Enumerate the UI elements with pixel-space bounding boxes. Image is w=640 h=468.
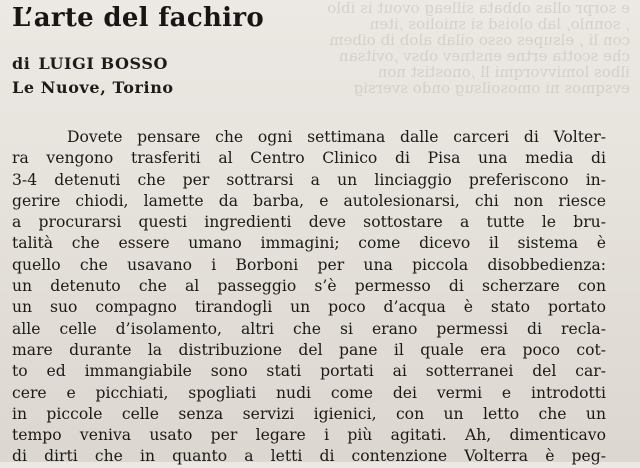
body-line: cere e picchiati, spogliati nudi come dei vermi e introdotti xyxy=(12,383,606,402)
body-line: quello che usavano i Borboni per una piccola disobbedienza: xyxy=(12,255,606,274)
body-line: Dovete pensare che ogni settimana dalle carceri di Volter- xyxy=(67,128,606,146)
body-line: tempo veniva usato per legare i più agitati. Ah, dimenticavo xyxy=(12,426,606,445)
body-line: alle celle d’isolamento, altri che si erano permessi di recla- xyxy=(12,319,606,338)
body-line: un suo compagno tirandogli un poco d’acqua è stato portato xyxy=(12,298,606,317)
body-line: mare durante la distribuzione del pane il quale era poco cot- xyxy=(12,340,606,359)
body-line: a procurarsi questi ingredienti deve sottostare a tutte le bru- xyxy=(12,213,606,232)
body-line: di dirti che in quanto a letti di contenzione Volterra è peg- xyxy=(12,447,606,466)
body-line: to ed immangiabile sono stati portati ai sotterranei del car- xyxy=(12,362,606,381)
body-line: talità che essere umano immagini; come dicevo il sistema è xyxy=(12,234,606,253)
article-body xyxy=(12,127,606,468)
source-location: Le Nuove, Torino xyxy=(12,78,174,97)
body-line: un detenuto che al passeggio s’è permesso di scherzare con xyxy=(12,277,606,296)
author-prefix: di xyxy=(12,54,31,73)
body-line: gerire chiodi, lamette da barba, e autolesionarsi, chi non riesce xyxy=(12,191,606,210)
show-through-text: e sorpr ollas obbata silleag ovout is iblo , sonnlo, lab oloisd si sniolios ,iten con li , elsupes osso oilab alob ib oibem che scotta ertne enstnev obsv ,ovitsan ilbos lomivvorqmi ll ,onostist non evsqmos ni omosoilsug ondo sversig xyxy=(327,0,630,97)
body-line: in piccole celle senza servizi igienici, con un letto che un xyxy=(12,404,606,423)
body-line: ra vengono trasferiti al Centro Clinico di Pisa una media di xyxy=(12,149,606,168)
author-byline xyxy=(12,54,168,73)
article-title: L’arte del fachiro xyxy=(12,3,264,33)
author-name: LUIGI BOSSO xyxy=(38,54,169,73)
body-line: 3-4 detenuti che per sottrarsi a un linciaggio preferiscono in- xyxy=(12,170,606,189)
